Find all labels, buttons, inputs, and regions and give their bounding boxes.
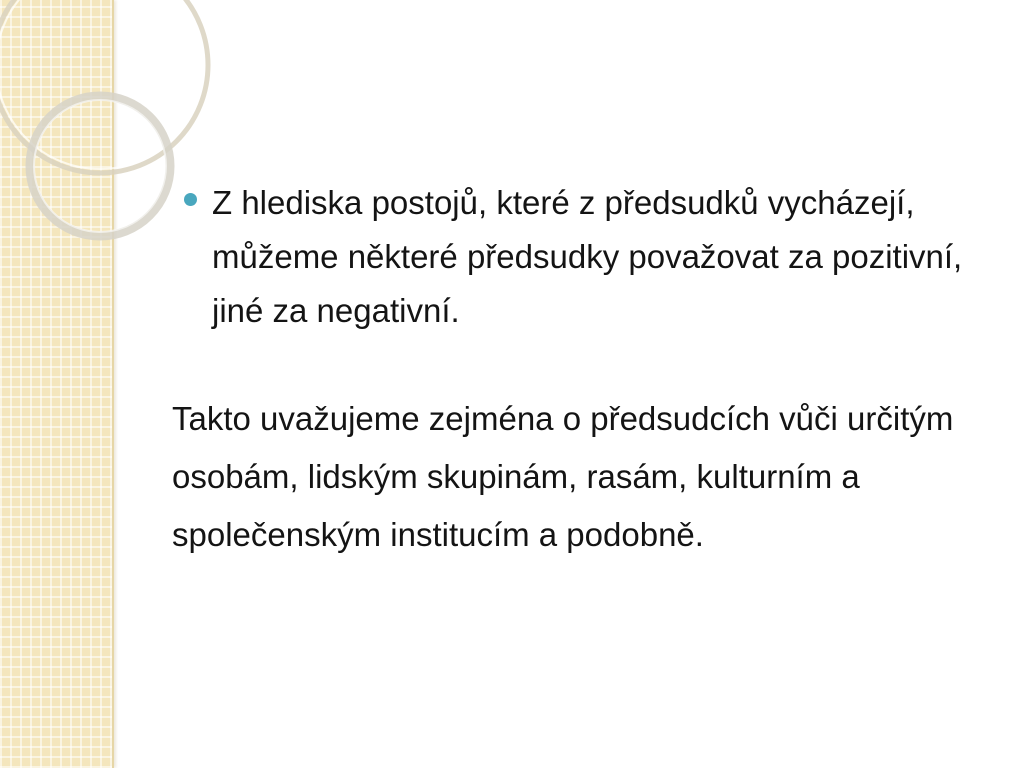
bullet-dot-icon [184,193,197,206]
bullet-text: Z hlediska postojů, které z předsudků vycházejí, můžeme některé předsudky považovat za pozitivní, jiné za negativní. [212,184,963,329]
decorative-ring-lower [30,96,170,236]
slide-body [172,176,992,564]
paragraph-text: Takto uvažujeme zejména o předsudcích vůči určitým osobám, lidským skupinám, rasám, kulturním a společenským institucím a podobně. [172,400,954,553]
decorative-rings [0,0,200,260]
bullet-item [172,176,992,338]
decorative-ring-lower-highlight [34,100,166,232]
